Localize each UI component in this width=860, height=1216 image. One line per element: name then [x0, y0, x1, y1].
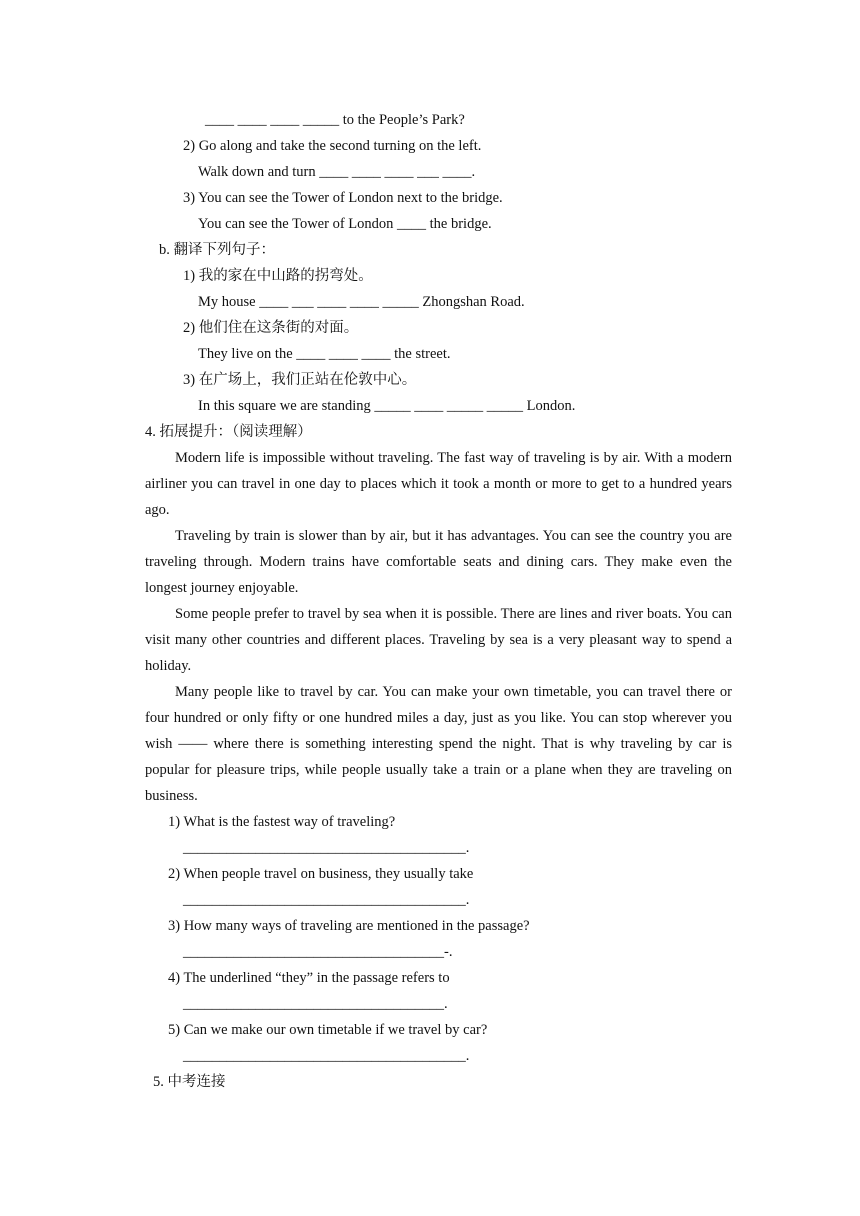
exercise-line: ____ ____ ____ _____ to the People’s Park?: [205, 112, 465, 128]
exercise-line: They live on the ____ ____ ____ the street.: [198, 346, 451, 362]
answer-blank: _______________________________________.: [183, 840, 470, 856]
section-b-heading: b. 翻译下列句子：: [159, 242, 275, 258]
section-4-heading: 4. 拓展提升：（阅读理解）: [145, 424, 312, 440]
exercise-line: My house ____ ___ ____ ____ _____ Zhongshan Road.: [198, 294, 525, 310]
exercise-line: Walk down and turn ____ ____ ____ ___ ____.: [198, 164, 476, 180]
section-5-heading: 5. 中考连接: [153, 1074, 226, 1090]
passage-paragraph: Some people prefer to travel by sea when it is possible. There are lines and river boats. You can visit many other countries and different places. Traveling by sea is a very pleasant way to spend a holiday.: [145, 606, 732, 674]
passage-paragraph: Traveling by train is slower than by air, but it has advantages. You can see the country you are traveling through. Modern trains have comfortable seats and dining cars. They make even the longest journey enjoyable.: [145, 528, 732, 596]
passage-paragraph: Many people like to travel by car. You can make your own timetable, you can travel there or four hundred or only fifty or one hundred miles a day, just as you like. You can stop wherever you wish —— where there is something interesting spend the night. That is why traveling by car is popular for pleasure trips, while people usually take a train or a plane when they are traveling on business.: [145, 684, 732, 804]
chinese-sentence: 1) 我的家在中山路的拐弯处。: [183, 268, 373, 284]
question: 5) Can we make our own timetable if we travel by car?: [168, 1022, 488, 1038]
question: 4) The underlined “they” in the passage refers to: [168, 970, 450, 986]
exercise-line: In this square we are standing _____ ____ _____ _____ London.: [198, 398, 576, 414]
answer-blank: ____________________________________-.: [183, 944, 453, 960]
exercise-line: 3) You can see the Tower of London next to the bridge.: [183, 190, 503, 206]
answer-blank: ____________________________________.: [183, 996, 448, 1012]
question: 2) When people travel on business, they usually take: [168, 866, 474, 882]
passage-paragraph: Modern life is impossible without traveling. The fast way of traveling is by air. With a modern airliner you can travel in one day to places which it took a month or more to get to a hundred years ago.: [145, 450, 732, 518]
question: 1) What is the fastest way of traveling?: [168, 814, 396, 830]
chinese-sentence: 3) 在广场上，我们正站在伦敦中心。: [183, 372, 417, 388]
exercise-line: 2) Go along and take the second turning on the left.: [183, 138, 482, 154]
answer-blank: _______________________________________.: [183, 892, 470, 908]
exercise-line: You can see the Tower of London ____ the bridge.: [198, 216, 492, 232]
question: 3) How many ways of traveling are mentioned in the passage?: [168, 918, 530, 934]
chinese-sentence: 2) 他们住在这条街的对面。: [183, 320, 359, 336]
answer-blank: _______________________________________.: [183, 1048, 470, 1064]
